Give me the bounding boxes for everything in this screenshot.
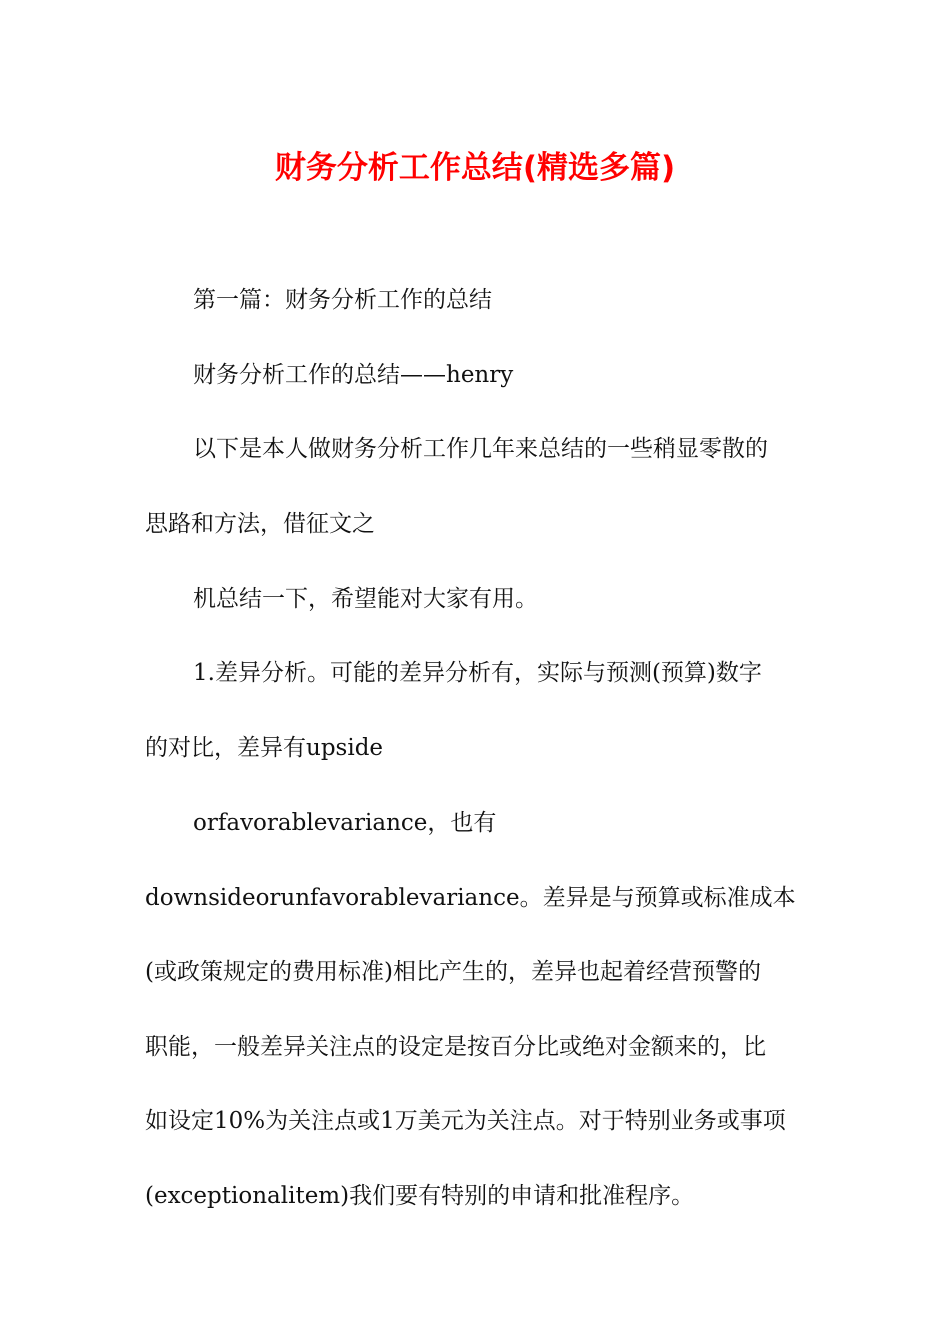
paragraph-line: 思路和方法，借征文之 xyxy=(145,511,375,537)
document-title: 财务分析工作总结(精选多篇) xyxy=(274,150,676,186)
paragraph-line: 如设定10%为关注点或1万美元为关注点。对于特别业务或事项 xyxy=(145,1108,786,1134)
paragraph-line: (exceptionalitem)我们要有特别的申请和批准程序。 xyxy=(145,1183,695,1209)
paragraph-line: 以下是本人做财务分析工作几年来总结的一些稍显零散的 xyxy=(193,436,768,462)
paragraph-line: orfavorablevariance，也有 xyxy=(193,810,497,836)
paragraph-line: 1.差异分析。可能的差异分析有，实际与预测(预算)数字 xyxy=(193,660,762,686)
paragraph-line: 机总结一下，希望能对大家有用。 xyxy=(193,586,538,612)
section-heading: 第一篇：财务分析工作的总结 xyxy=(193,287,492,313)
paragraph-line: 职能，一般差异关注点的设定是按百分比或绝对金额来的，比 xyxy=(145,1034,766,1060)
paragraph-line: (或政策规定的费用标准)相比产生的，差异也起着经营预警的 xyxy=(145,959,761,985)
paragraph-line: downsideorunfavorablevariance。差异是与预算或标准成本 xyxy=(145,885,796,911)
paragraph-line: 的对比，差异有upside xyxy=(145,735,384,761)
paragraph-line: 财务分析工作的总结——henry xyxy=(193,362,514,388)
